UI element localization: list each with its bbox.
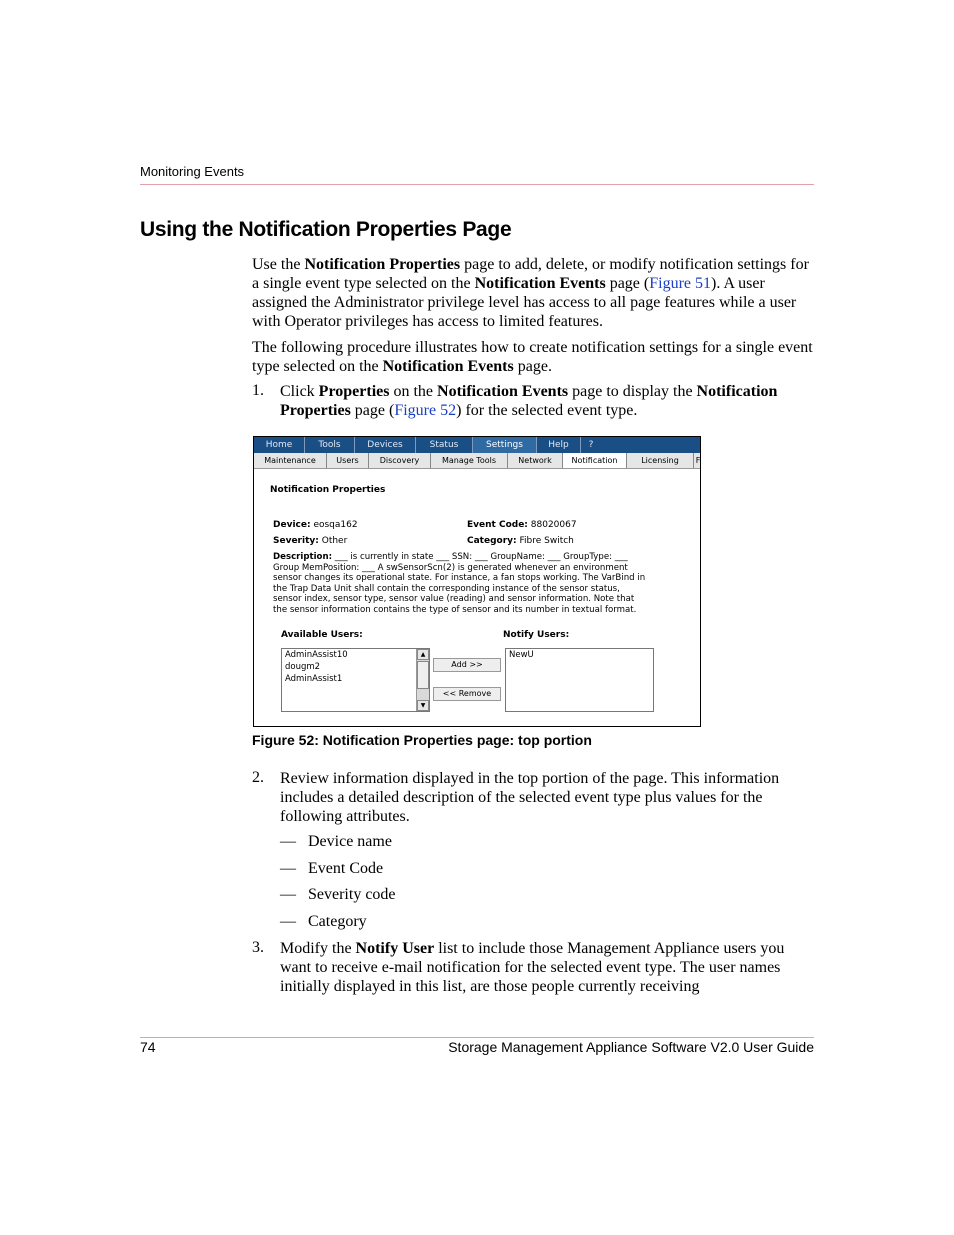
text-run: page. (513, 358, 552, 375)
nav-tab-question[interactable]: ? (588, 440, 594, 450)
device-row (273, 520, 358, 530)
subnav-discovery[interactable]: Discovery (369, 453, 431, 468)
category-label: Category: (467, 536, 517, 546)
intro-paragraph-1 (252, 255, 814, 331)
scroll-up-icon[interactable]: ▲ (417, 649, 429, 660)
text-run: list to include those Management Appliance users you want to receive e-mail notification for the selected event type. The user names initially displayed in this list, are those people currently receiving (280, 940, 785, 995)
text-run: on the (389, 383, 438, 400)
header-rule (140, 184, 814, 185)
severity-value: Other (321, 536, 348, 546)
step-1-text (280, 382, 814, 420)
subnav-licensing[interactable]: Licensing (627, 453, 694, 468)
running-header: Monitoring Events (140, 164, 245, 179)
add-button[interactable]: Add >> (433, 658, 501, 672)
section-title: Using the Notification Properties Page (140, 218, 512, 241)
secondary-nav-bar (254, 453, 700, 469)
available-users-label: Available Users: (281, 630, 363, 640)
attribute-item (280, 913, 367, 931)
step-1-number: 1. (252, 382, 264, 399)
figure-page-heading: Notification Properties (270, 485, 386, 495)
list-item[interactable]: NewU (509, 650, 534, 660)
bold-term: Notify User (355, 940, 435, 957)
text-run: Modify the (280, 940, 356, 957)
nav-tab-home[interactable]: Home (254, 437, 305, 453)
notify-users-label: Notify Users: (503, 630, 570, 640)
figure-link[interactable]: Figure 51 (649, 275, 712, 292)
text-run: Click (280, 383, 319, 400)
available-users-list[interactable] (281, 648, 430, 712)
event-code-row (467, 520, 577, 530)
page-number: 74 (140, 1039, 156, 1055)
description-line: the Trap Data Unit shall contain the corresponding instance of the sensor status, (273, 583, 620, 594)
primary-nav-bar (254, 437, 700, 453)
remove-button[interactable]: << Remove (433, 687, 501, 701)
category-row (467, 536, 574, 546)
list-scrollbar[interactable] (416, 649, 429, 711)
nav-tab-settings[interactable]: Settings (473, 437, 537, 453)
step-3-text (280, 939, 814, 996)
text-run: ). A user assigned the Administrator privilege level has access to all page features while a user with Operator privileges has access to limited features. (252, 275, 797, 330)
intro-paragraph-2 (252, 338, 814, 376)
nav-tab-tools[interactable]: Tools (305, 437, 355, 453)
device-label: Device: (273, 520, 311, 530)
device-value: eosqa162 (313, 520, 358, 530)
description-line: Group MemPosition: ___ A swSensorScn(2) is generated whenever an environment (273, 562, 628, 573)
subnav-users[interactable]: Users (327, 453, 369, 468)
severity-row (273, 536, 347, 546)
subnav-overflow[interactable]: F (695, 456, 701, 465)
attribute-label: Severity code (308, 886, 396, 903)
subnav-manage-tools[interactable]: Manage Tools (431, 453, 508, 468)
figure-screenshot (253, 436, 701, 727)
description-line: ___ is currently in state ___ SSN: ___ GroupName: ___ GroupType: ___ (332, 552, 628, 562)
category-value: Fibre Switch (519, 536, 574, 546)
text-run: Review information displayed in the top portion of the page. This information includes a detailed description of the selected event type plus values for the following attributes. (280, 770, 780, 825)
text-run: page to display the (568, 383, 697, 400)
event-code-label: Event Code: (467, 520, 528, 530)
list-item[interactable]: AdminAssist1 (285, 674, 343, 684)
step-2-text (280, 769, 814, 826)
attribute-label: Device name (308, 833, 392, 850)
bold-term: Notification Properties (304, 256, 461, 273)
footer-rule (140, 1037, 814, 1038)
notify-users-list[interactable] (505, 648, 654, 712)
bold-term: Notification Events (474, 275, 606, 292)
text-run: page ( (350, 402, 395, 419)
description-line: the sensor information contains the type of sensor and its number in textual format. (273, 604, 637, 615)
description-line: sensor index, sensor type, sensor value (reading) and sensor information. Note that (273, 594, 635, 605)
bold-term: Properties (318, 383, 390, 400)
description-label: Description: (273, 552, 333, 562)
dash-glyph: — (280, 913, 296, 930)
severity-label: Severity: (273, 536, 319, 546)
text-run: Use the (252, 256, 305, 273)
description-line: sensor changes its operational state. For instance, a fan stops working. The VarBind in (273, 573, 646, 584)
text-run: The following procedure illustrates how to create notification settings for a single event type selected on the (252, 339, 813, 375)
description-block (273, 552, 693, 616)
scroll-down-icon[interactable]: ▼ (417, 700, 429, 711)
figure-caption: Figure 52: Notification Properties page: top portion (252, 732, 592, 748)
attribute-label: Event Code (308, 860, 384, 877)
footer-doc-title: Storage Management Appliance Software V2.0 User Guide (448, 1039, 814, 1055)
nav-tab-devices[interactable]: Devices (355, 437, 416, 453)
step-2-number: 2. (252, 769, 264, 786)
nav-tab-status[interactable]: Status (416, 437, 473, 453)
event-code-value: 88020067 (530, 520, 577, 530)
nav-tab-help[interactable]: Help (537, 437, 581, 453)
list-item[interactable]: dougm2 (285, 662, 321, 672)
subnav-network[interactable]: Network (508, 453, 563, 468)
bold-term: Notification Events (437, 383, 569, 400)
step-3-number: 3. (252, 939, 264, 956)
list-item[interactable]: AdminAssist10 (285, 650, 348, 660)
attribute-item (280, 833, 392, 851)
dash-glyph: — (280, 860, 296, 877)
text-run: ) for the selected event type. (456, 402, 638, 419)
subnav-maintenance[interactable]: Maintenance (254, 453, 327, 468)
dash-glyph: — (280, 833, 296, 850)
text-run: page to add, delete, or modify notification settings for a single event type selected on the (252, 256, 809, 292)
figure-link[interactable]: Figure 52 (394, 402, 457, 419)
bold-term: Notification Events (382, 358, 514, 375)
text-run: page ( (605, 275, 650, 292)
bold-term: Notification Properties (280, 383, 778, 419)
attribute-label: Category (308, 913, 367, 930)
attribute-item (280, 886, 396, 904)
dash-glyph: — (280, 886, 296, 903)
scroll-thumb[interactable] (417, 661, 429, 689)
attribute-item (280, 860, 383, 878)
subnav-notification[interactable]: Notification (563, 453, 627, 468)
